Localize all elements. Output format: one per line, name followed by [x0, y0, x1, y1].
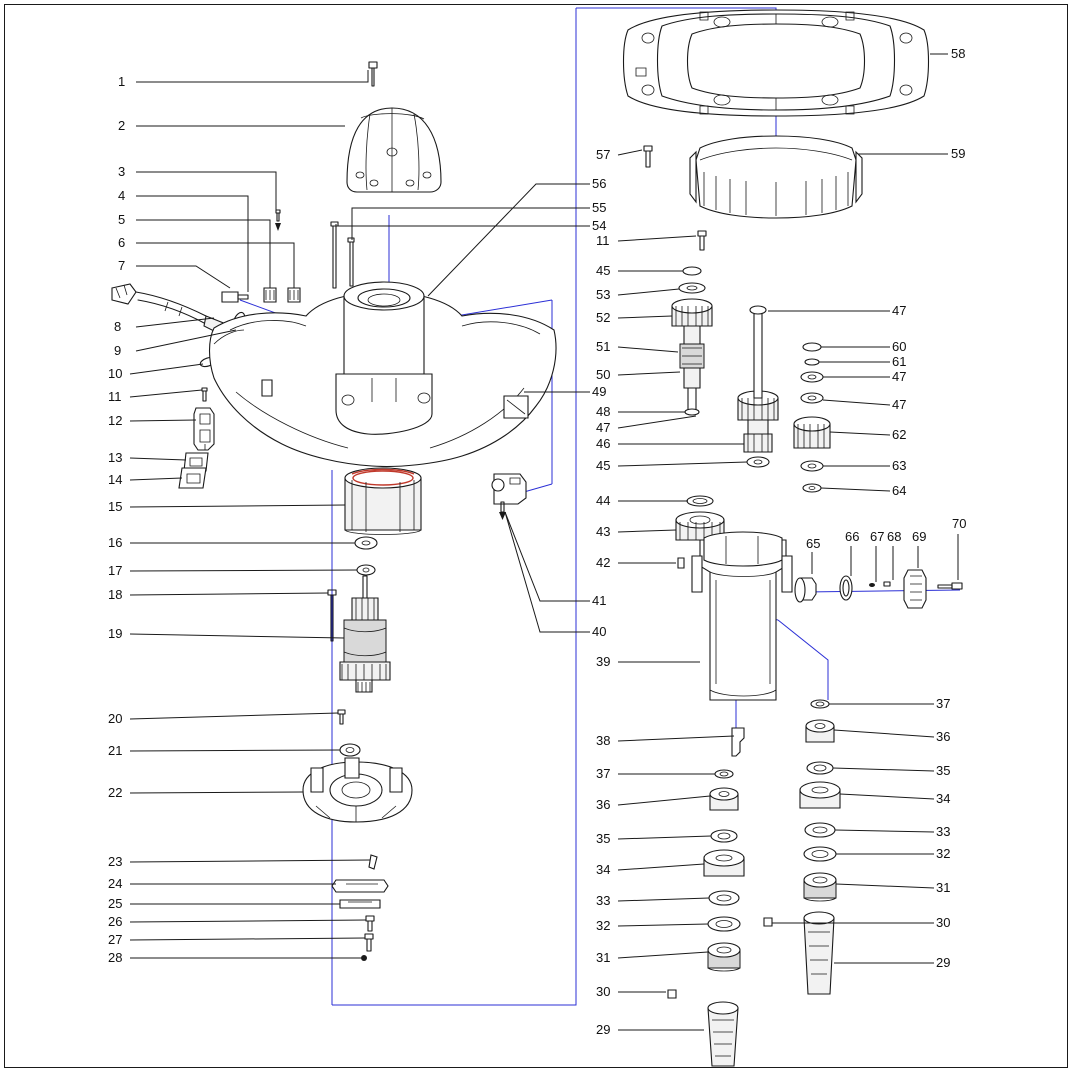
callout-30c: 30: [596, 984, 611, 999]
callout-47d: 47: [892, 397, 907, 412]
callout-3: 3: [118, 164, 126, 179]
callout-47a: 47: [596, 420, 611, 435]
callout-60: 60: [892, 339, 907, 354]
callout-33c: 33: [596, 893, 611, 908]
callout-49: 49: [592, 384, 607, 399]
callout-38: 38: [596, 733, 611, 748]
callout-64: 64: [892, 483, 907, 498]
callout-56: 56: [592, 176, 607, 191]
callout-63: 63: [892, 458, 907, 473]
callout-28: 28: [108, 950, 123, 965]
callout-32r: 32: [936, 846, 951, 861]
callout-57: 57: [596, 147, 611, 162]
callout-59: 59: [951, 146, 966, 161]
callout-31r: 31: [936, 880, 951, 895]
callout-20: 20: [108, 711, 123, 726]
callout-19: 19: [108, 626, 123, 641]
callout-10: 10: [108, 366, 123, 381]
callout-22: 22: [108, 785, 123, 800]
callout-62: 62: [892, 427, 907, 442]
callout-69: 69: [912, 529, 927, 544]
callout-6: 6: [118, 235, 126, 250]
callout-23: 23: [108, 854, 123, 869]
callout-31c: 31: [596, 950, 611, 965]
callout-4: 4: [118, 188, 126, 203]
callout-34r: 34: [936, 791, 951, 806]
callout-7: 7: [118, 258, 126, 273]
callout-36c: 36: [596, 797, 611, 812]
callout-61: 61: [892, 354, 907, 369]
callout-2: 2: [118, 118, 126, 133]
callout-44: 44: [596, 493, 611, 508]
callout-5: 5: [118, 212, 126, 227]
callout-34c: 34: [596, 862, 611, 877]
callout-27: 27: [108, 932, 123, 947]
callout-58: 58: [951, 46, 966, 61]
callout-47c: 47: [892, 369, 907, 384]
callout-11: 11: [108, 389, 122, 404]
callout-42: 42: [596, 555, 611, 570]
callout-70: 70: [952, 516, 967, 531]
callout-45b: 45: [596, 458, 611, 473]
callout-40: 40: [592, 624, 607, 639]
callout-25: 25: [108, 896, 123, 911]
callout-13: 13: [108, 450, 123, 465]
callout-26: 26: [108, 914, 123, 929]
callout-39: 39: [596, 654, 611, 669]
callout-37r: 37: [936, 696, 951, 711]
callout-24: 24: [108, 876, 123, 891]
callout-17: 17: [108, 563, 123, 578]
callout-32c: 32: [596, 918, 611, 933]
diagram-border: [4, 4, 1068, 1068]
callout-48: 48: [596, 404, 611, 419]
callout-50: 50: [596, 367, 611, 382]
callout-43: 43: [596, 524, 611, 539]
callout-51: 51: [596, 339, 611, 354]
callout-46: 46: [596, 436, 611, 451]
callout-15: 15: [108, 499, 123, 514]
callout-54: 54: [592, 218, 607, 233]
callout-41: 41: [592, 593, 607, 608]
callout-33r: 33: [936, 824, 951, 839]
callout-66: 66: [845, 529, 860, 544]
callout-45a: 45: [596, 263, 611, 278]
callout-8: 8: [114, 319, 122, 334]
callout-9: 9: [114, 343, 122, 358]
callout-36r: 36: [936, 729, 951, 744]
callout-11b: 11: [596, 233, 610, 248]
callout-35r: 35: [936, 763, 951, 778]
callout-52: 52: [596, 310, 611, 325]
callout-16: 16: [108, 535, 123, 550]
callout-18: 18: [108, 587, 123, 602]
callout-21: 21: [108, 743, 123, 758]
callout-68: 68: [887, 529, 902, 544]
callout-53: 53: [596, 287, 611, 302]
callout-55: 55: [592, 200, 607, 215]
callout-14: 14: [108, 472, 123, 487]
callout-1: 1: [118, 74, 126, 89]
callout-30r: 30: [936, 915, 951, 930]
callout-65: 65: [806, 536, 821, 551]
callout-35c: 35: [596, 831, 611, 846]
callout-29r: 29: [936, 955, 951, 970]
callout-12: 12: [108, 413, 123, 428]
callout-29c: 29: [596, 1022, 611, 1037]
callout-67: 67: [870, 529, 885, 544]
callout-37c: 37: [596, 766, 611, 781]
callout-47b: 47: [892, 303, 907, 318]
